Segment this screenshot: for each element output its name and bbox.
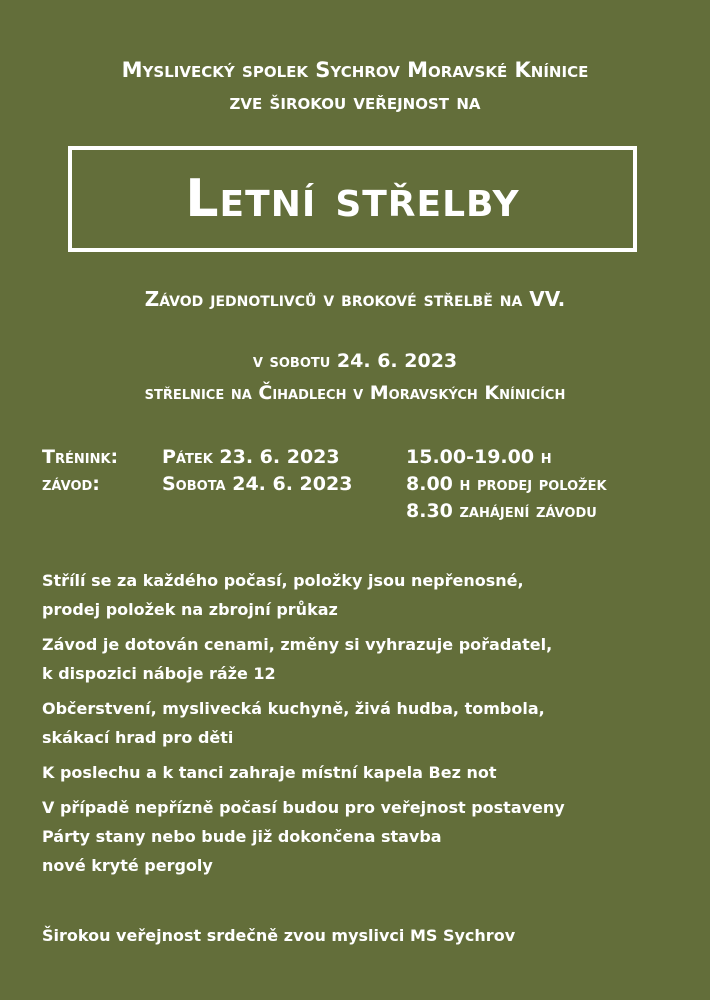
note-line: Střílí se za každého počasí, položky jsou nepřenosné, xyxy=(42,571,524,590)
note-line: skákací hrad pro děti xyxy=(42,728,234,747)
event-title: Letní střelby xyxy=(185,169,520,229)
note-line: prodej položek na zbrojní průkaz xyxy=(42,600,338,619)
event-notes xyxy=(42,566,565,886)
closing-invitation: Širokou veřejnost srdečně zvou myslivci MS Sychrov xyxy=(42,926,516,945)
note-shelter xyxy=(42,793,565,880)
note-music xyxy=(42,758,565,787)
note-line: K poslechu a k tanci zahraje místní kapela Bez not xyxy=(42,763,497,782)
schedule-info: 8.30 zahájení závodu xyxy=(406,500,597,522)
event-location: střelnice na Čihadlech v Moravských Knínicích xyxy=(144,382,566,404)
note-weather xyxy=(42,566,565,624)
note-refreshments xyxy=(42,694,565,752)
event-subtitle: Závod jednotlivců v brokové střelbě na VV. xyxy=(144,287,566,311)
schedule xyxy=(42,444,692,525)
note-line: Občerstvení, myslivecká kuchyně, živá hudba, tombola, xyxy=(42,699,545,718)
organizer-name: Myslivecký spolek Sychrov Moravské Knínice xyxy=(121,58,589,82)
note-line: nové kryté pergoly xyxy=(42,856,213,875)
schedule-day: Pátek 23. 6. 2023 xyxy=(162,446,340,468)
organizer-header xyxy=(0,54,710,118)
note-line: Závod je dotován cenami, změny si vyhrazuje pořadatel, xyxy=(42,635,553,654)
schedule-row-race xyxy=(42,471,692,498)
schedule-day: Sobota 24. 6. 2023 xyxy=(162,473,353,495)
schedule-row-start xyxy=(42,498,692,525)
invitation-line: zve širokou veřejnost na xyxy=(229,90,481,114)
note-prizes xyxy=(42,630,565,688)
note-line: Párty stany nebo bude již dokončena stavba xyxy=(42,827,442,846)
title-frame xyxy=(68,146,637,252)
note-line: k dispozici náboje ráže 12 xyxy=(42,664,276,683)
note-line: V případě nepřízně počasí budou pro veřejnost postaveny xyxy=(42,798,565,817)
schedule-row-training xyxy=(42,444,692,471)
schedule-info: 8.00 h prodej položek xyxy=(406,473,607,495)
schedule-info: 15.00-19.00 h xyxy=(406,446,552,468)
event-when-where xyxy=(0,345,710,409)
schedule-label: Trénink: xyxy=(42,446,119,468)
schedule-label: závod: xyxy=(42,473,100,495)
event-date: v sobotu 24. 6. 2023 xyxy=(252,350,458,372)
